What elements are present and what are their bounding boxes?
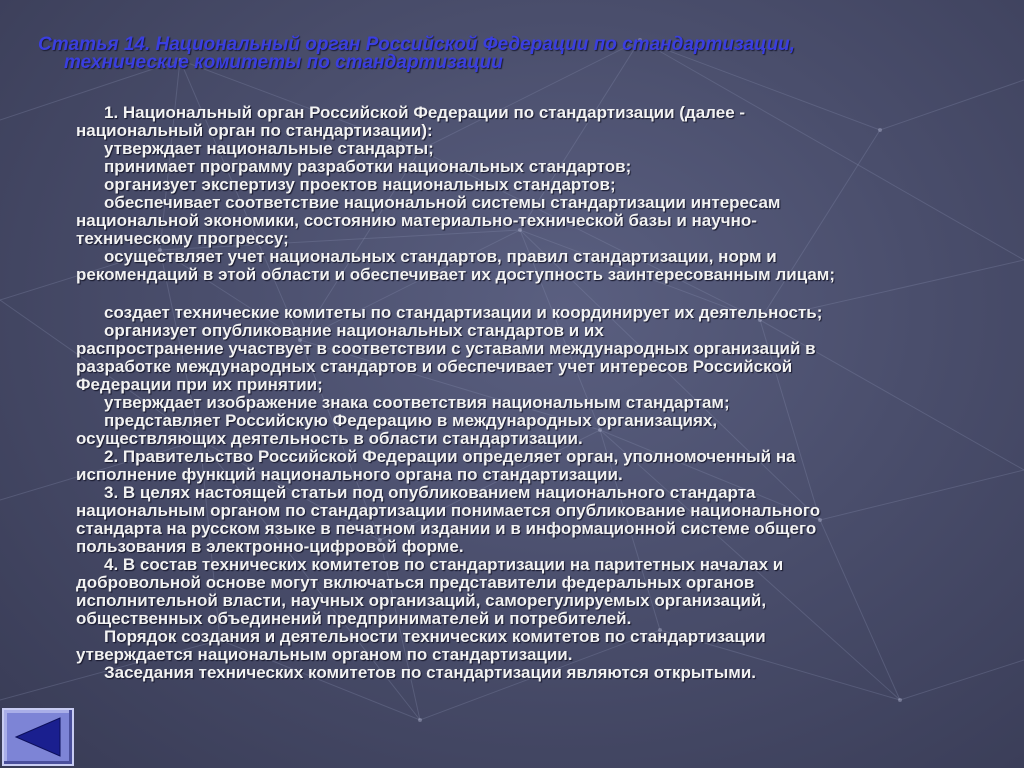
body-line: распространение участвует в соответствии с уставами международных организаций в xyxy=(76,339,816,358)
body-line: разработке международных стандартов и обеспечивает учет интересов Российской xyxy=(76,357,793,376)
body-line: 1. Национальный орган Российской Федерации по стандартизации (далее - xyxy=(104,103,746,122)
body-line: создает технические комитеты по стандартизации и координирует их деятельность; xyxy=(104,303,823,322)
body-line: Заседания технических комитетов по стандартизации являются открытыми. xyxy=(104,663,756,682)
paragraph-gap xyxy=(76,284,976,304)
body-line: национальной экономики, состоянию материально-технической базы и научно- xyxy=(76,211,757,230)
body-line: общественных объединений предпринимателей и потребителей. xyxy=(76,609,632,628)
slide-body xyxy=(76,104,976,682)
body-line: стандарта на русском языке в печатном издании и в информационной системе общего xyxy=(76,519,817,538)
body-line: 2. Правительство Российской Федерации определяет орган, уполномоченный на xyxy=(104,447,796,466)
body-line: утверждает национальные стандарты; xyxy=(104,139,434,158)
slide-title xyxy=(38,36,938,72)
triangle-left-icon xyxy=(12,716,64,758)
body-line: утверждает изображение знака соответствия национальным стандартам; xyxy=(104,393,730,412)
body-line: обеспечивает соответствие национальной системы стандартизации интересам xyxy=(104,193,781,212)
body-line: исполнение функций национального органа по стандартизации. xyxy=(76,465,623,484)
body-line: добровольной основе могут включаться представители федеральных органов xyxy=(76,573,755,592)
body-line: организует экспертизу проектов национальных стандартов; xyxy=(104,175,616,194)
body-line: пользования в электронно-цифровой форме. xyxy=(76,537,464,556)
body-line: утверждается национальным органом по стандартизации. xyxy=(76,645,573,664)
body-line: 4. В состав технических комитетов по стандартизации на паритетных началах и xyxy=(104,555,784,574)
body-line: представляет Российскую Федерацию в международных организациях, xyxy=(104,411,718,430)
body-line: национальный орган по стандартизации): xyxy=(76,121,433,140)
body-line: принимает программу разработки национальных стандартов; xyxy=(104,157,632,176)
body-line: рекомендаций в этой области и обеспечивает их доступность заинтересованным лицам; xyxy=(76,265,836,284)
body-line: осуществляющих деятельность в области стандартизации. xyxy=(76,429,583,448)
slide-title-line-1: Статья 14. Национальный орган Российской Федерации по стандартизации, xyxy=(38,34,796,55)
body-line: техническому прогрессу; xyxy=(76,229,289,248)
body-line: Порядок создания и деятельности технических комитетов по стандартизации xyxy=(104,627,766,646)
body-line: 3. В целях настоящей статьи под опубликованием национального стандарта xyxy=(104,483,756,502)
slide-title-line-2: технические комитеты по стандартизации xyxy=(64,52,503,73)
body-line: исполнительной власти, научных организаций, саморегулируемых организаций, xyxy=(76,591,767,610)
body-line: национальным органом по стандартизации понимается опубликование национального xyxy=(76,501,821,520)
body-line: осуществляет учет национальных стандартов, правил стандартизации, норм и xyxy=(104,247,777,266)
body-line: Федерации при их принятии; xyxy=(76,375,323,394)
previous-slide-button[interactable] xyxy=(2,708,74,766)
body-line: организует опубликование национальных стандартов и их xyxy=(104,321,604,340)
